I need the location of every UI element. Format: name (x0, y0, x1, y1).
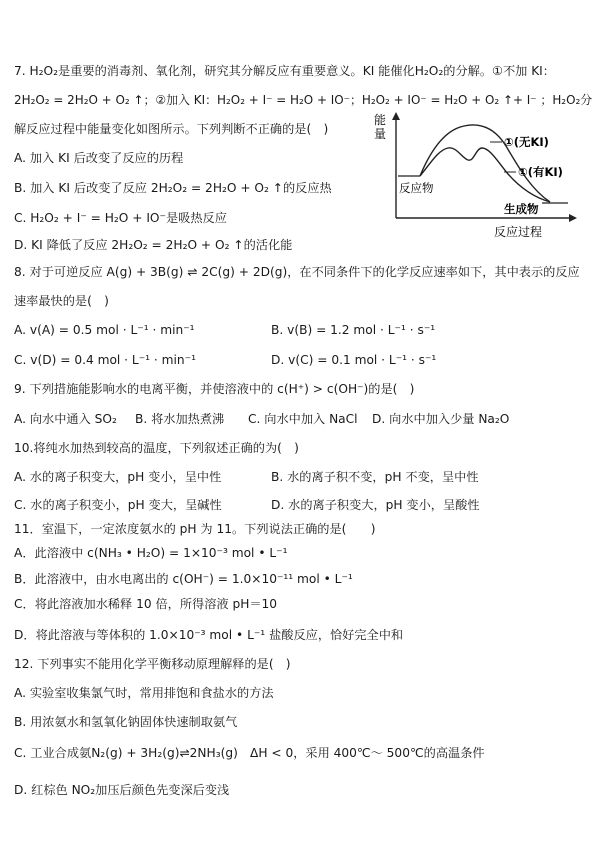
curve-label-without-ki: ①(无KI) (504, 135, 549, 149)
q12-option-b: B. 用浓氨水和氢氧化钠固体快速制取氨气 (14, 715, 238, 729)
q11-stem: 11．室温下，一定浓度氨水的 pH 为 11。下列说法正确的是( ) (14, 522, 376, 536)
q7-option-b: B. 加入 KI 后改变了反应 2H₂O₂ = 2H₂O + O₂ ↑的反应热 (14, 181, 332, 195)
q12-option-c: C. 工业合成氨N₂(g) + 3H₂(g)⇌2NH₃(g) ΔH < 0，采用 400℃～ 500℃的高温条件 (14, 746, 485, 760)
q10-option-c: C. 水的离子积变小，pH 变大，呈碱性 (14, 498, 222, 512)
q11-option-a: A．此溶液中 c(NH₃ • H₂O) = 1×10⁻³ mol • L⁻¹ (14, 546, 288, 560)
q7-option-d: D. KI 降低了反应 2H₂O₂ = 2H₂O + O₂ ↑的活化能 (14, 238, 293, 252)
y-axis-label-2: 量 (374, 127, 387, 141)
q9-option-d: D. 向水中加入少量 Na₂O (372, 412, 510, 426)
q7-option-a: A. 加入 KI 后改变了反应的历程 (14, 151, 184, 165)
q8-option-b: B. v(B) = 1.2 mol · L⁻¹ · s⁻¹ (271, 323, 436, 337)
x-axis-arrow (569, 214, 577, 222)
q12-option-a: A. 实验室收集氯气时，常用排饱和食盐水的方法 (14, 686, 274, 700)
q11-option-d: D．将此溶液与等体积的 1.0×10⁻³ mol • L⁻¹ 盐酸反应，恰好完全中和 (14, 628, 404, 642)
y-axis-arrow (392, 112, 400, 120)
curve-label-with-ki: ①(有KI) (518, 165, 563, 179)
x-axis-label: 反应过程 (494, 225, 543, 239)
reactant-label: 反应物 (399, 181, 434, 195)
q12-stem: 12. 下列事实不能用化学平衡移动原理解释的是( ) (14, 657, 291, 671)
q7-option-c: C. H₂O₂ + I⁻ = H₂O + IO⁻是吸热反应 (14, 211, 227, 225)
q11-option-c: C．将此溶液加水稀释 10 倍，所得溶液 pH＝10 (14, 597, 278, 611)
q11-option-b: B．此溶液中，由水电离出的 c(OH⁻) = 1.0×10⁻¹¹ mol • L⁻¹ (14, 572, 353, 586)
q8-option-d: D. v(C) = 0.1 mol · L⁻¹ · s⁻¹ (271, 353, 437, 367)
y-axis-label-1: 能 (374, 113, 387, 127)
q10-option-a: A. 水的离子积变大，pH 变小，呈中性 (14, 470, 222, 484)
q7-stem-line2: 2H₂O₂ = 2H₂O + O₂ ↑；②加入 KI：H₂O₂ + I⁻ = H₂O + IO⁻；H₂O₂ + IO⁻ = H₂O + O₂ ↑+ I⁻ ；H₂O₂分 (14, 93, 593, 107)
q9-option-c: C. 向水中加入 NaCl (248, 412, 358, 426)
energy-diagram (372, 112, 582, 242)
q8-option-c: C. v(D) = 0.4 mol · L⁻¹ · min⁻¹ (14, 353, 196, 367)
q9-option-a: A. 向水中通入 SO₂ (14, 412, 117, 426)
q10-option-b: B. 水的离子积不变，pH 不变，呈中性 (271, 470, 479, 484)
q8-option-a: A. v(A) = 0.5 mol · L⁻¹ · min⁻¹ (14, 323, 195, 337)
q7-stem-line1: 7. H₂O₂是重要的消毒剂、氧化剂，研究其分解反应有重要意义。KI 能催化H₂O₂的分解。①不加 KI： (14, 64, 555, 78)
q9-stem: 9. 下列措施能影响水的电离平衡，并使溶液中的 c(H⁺) > c(OH⁻)的是( ) (14, 382, 415, 396)
q12-option-d: D. 红棕色 NO₂加压后颜色先变深后变浅 (14, 783, 230, 797)
q8-stem-line2: 速率最快的是( ) (14, 294, 109, 308)
product-label: 生成物 (504, 202, 539, 216)
q10-option-d: D. 水的离子积变大，pH 变小，呈酸性 (271, 498, 480, 512)
q9-option-b: B. 将水加热煮沸 (135, 412, 225, 426)
q10-stem: 10.将纯水加热到较高的温度，下列叙述正确的为( ) (14, 441, 299, 455)
q8-stem-line1: 8. 对于可逆反应 A(g) + 3B(g) ⇌ 2C(g) + 2D(g)，在不同条件下的化学反应速率如下，其中表示的反应 (14, 265, 580, 279)
q7-stem-line3: 解反应过程中能量变化如图所示。下列判断不正确的是( ) (14, 122, 329, 136)
